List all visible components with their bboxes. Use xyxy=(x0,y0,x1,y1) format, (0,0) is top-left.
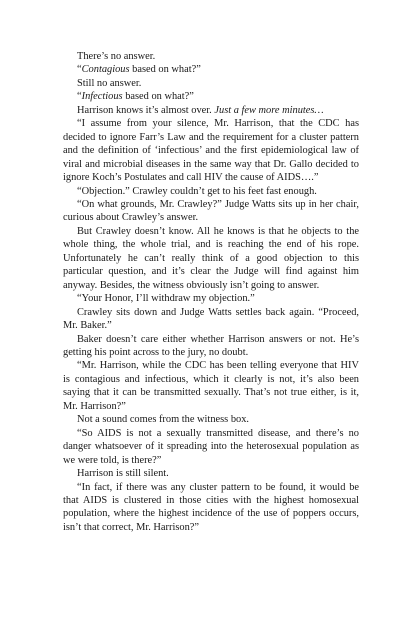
italic-text-run: Contagious xyxy=(81,64,130,76)
text-run: But Crawley doesn’t know. All he knows is that he objects to the whole thing, the whole trial, and is reaching the end of his rope. Unfortunately he can’t really think of a good objection to this particular question, and it’s clear the Judge will find against him anyway. Besides, the witness obviously isn’t going to answer. xyxy=(63,225,359,291)
paragraph xyxy=(63,359,359,413)
paragraph xyxy=(63,104,359,117)
paragraph xyxy=(63,413,359,426)
paragraph xyxy=(63,77,359,90)
text-run: Harrison knows it’s almost over. xyxy=(77,104,215,116)
italic-text-run: Infectious xyxy=(81,91,123,103)
book-page xyxy=(63,50,359,534)
paragraph xyxy=(63,185,359,198)
text-run: “ xyxy=(77,64,82,76)
paragraph xyxy=(63,427,359,467)
paragraph xyxy=(63,90,359,103)
paragraph xyxy=(63,467,359,480)
text-run: “ xyxy=(77,91,82,103)
paragraph xyxy=(63,306,359,333)
text-run: “On what grounds, Mr. Crawley?” Judge Watts sits up in her chair, curious about Crawley’s answer. xyxy=(63,198,359,224)
text-run: Harrison is still silent. xyxy=(77,468,169,480)
text-run: “So AIDS is not a sexually transmitted disease, and there’s no danger whatsoever of it spreading into the heterosexual population as we were told, is there?” xyxy=(63,427,359,466)
text-run: There’s no answer. xyxy=(77,51,156,62)
text-run: Not a sound comes from the witness box. xyxy=(77,414,249,426)
italic-text-run: Just a few more minutes… xyxy=(214,104,324,116)
paragraph xyxy=(63,50,359,63)
text-run: Baker doesn’t care either whether Harrison answers or not. He’s getting his point across to the jury, no doubt. xyxy=(63,333,359,358)
text-run: “Mr. Harrison, while the CDC has been telling everyone that HIV is contagious and infectious, which it clearly is not, it’s also been saying that it can be transmitted sexually. That’s not true either, is it, Mr. Harrison?” xyxy=(63,360,359,412)
text-run: based on what?” xyxy=(122,91,194,103)
text-run: based on what?” xyxy=(129,64,201,76)
text-run: Crawley sits down and Judge Watts settles back again. “Proceed, Mr. Baker.” xyxy=(63,306,359,332)
paragraph xyxy=(63,292,359,305)
paragraph xyxy=(63,225,359,292)
text-run: “Objection.” Crawley couldn’t get to his feet fast enough. xyxy=(77,185,317,197)
text-run: “Your Honor, I’ll withdraw my objection.” xyxy=(77,293,255,305)
paragraph xyxy=(63,481,359,535)
paragraph xyxy=(63,333,359,360)
text-run: “In fact, if there was any cluster pattern to be found, it would be that AIDS is clustered in those cities with the highest homosexual population, where the highest incidence of the use of poppers occurs, isn’t that correct, Mr. Harrison?” xyxy=(63,481,359,533)
paragraph xyxy=(63,63,359,76)
paragraph xyxy=(63,198,359,225)
text-run: “I assume from your silence, Mr. Harrison, that the CDC has decided to ignore Farr’s Law and the requirement for a cluster pattern and the definition of ‘infectious’ and the first epidemiological law of viral and microbial diseases in the same way that Dr. Gallo decided to ignore Koch’s Postulates and call HIV the cause of AIDS….” xyxy=(63,118,359,184)
text-run: Still no answer. xyxy=(77,77,142,89)
paragraph xyxy=(63,117,359,184)
